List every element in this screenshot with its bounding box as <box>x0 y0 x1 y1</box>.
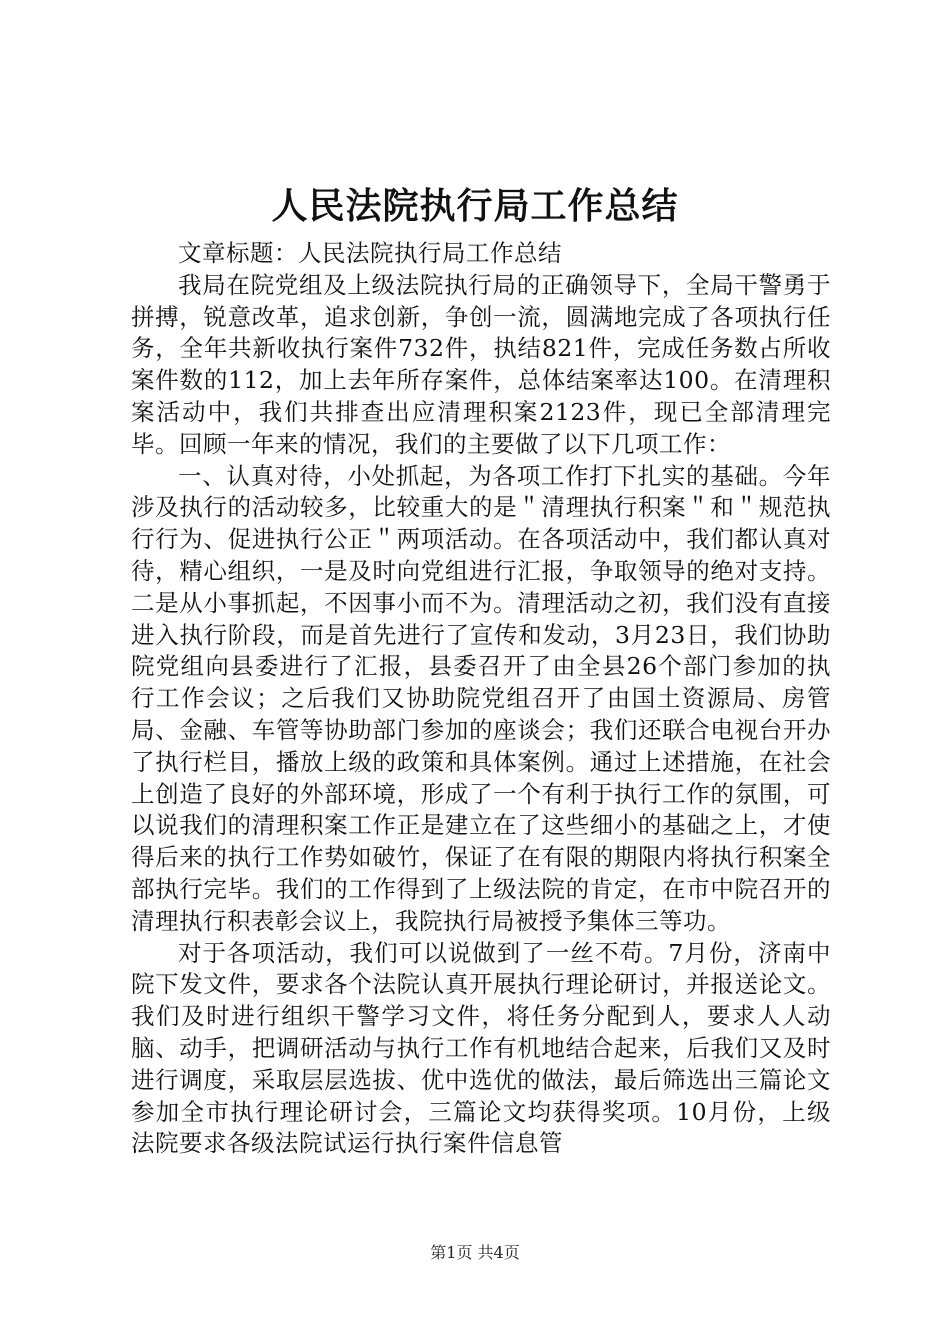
paragraph-intro: 我局在院党组及上级法院执行局的正确领导下，全局干警勇于拼搏，锐意改革，追求创新，争创一流，圆满地完成了各项执行任务，全年共新收执行案件732件，执结821件，完成任务数占所收案件数的112，加上去年所存案件，总体结案率达100。在清理积案活动中，我们共排查出应清理积案2123件，现已全部清理完毕。回顾一年来的情况，我们的主要做了以下几项工作： <box>131 270 831 458</box>
page-footer: 第1页 共4页 <box>430 1243 520 1262</box>
document-body <box>131 238 831 1160</box>
paragraph-section-one: 一、认真对待，小处抓起，为各项工作打下扎实的基础。今年涉及执行的活动较多，比较重大的是＂清理执行积案＂和＂规范执行行为、促进执行公正＂两项活动。在各项活动中，我们都认真对待，精心组织，一是及时向党组进行汇报，争取领导的绝对支持。二是从小事抓起，不因事小而不为。清理活动之初，我们没有直接进入执行阶段，而是首先进行了宣传和发动，3月23日，我们协助院党组向县委进行了汇报，县委召开了由全县26个部门参加的执行工作会议；之后我们又协助院党组召开了由国土资源局、房管局、金融、车管等协助部门参加的座谈会；我们还联合电视台开办了执行栏目，播放上级的政策和具体案例。通过上述措施，在社会上创造了良好的外部环境，形成了一个有利于执行工作的氛围，可以说我们的清理积案工作正是建立在了这些细小的基础之上，才使得后来的执行工作势如破竹，保证了在有限的期限内将执行积案全部执行完毕。我们的工作得到了上级法院的肯定，在市中院召开的清理执行积表彰会议上，我院执行局被授予集体三等功。 <box>131 461 831 935</box>
paragraph-activities: 对于各项活动，我们可以说做到了一丝不苟。7月份，济南中院下发文件，要求各个法院认真开展执行理论研讨，并报送论文。我们及时进行组织干警学习文件，将任务分配到人，要求人人动脑、动手，把调研活动与执行工作有机地结合起来，后我们又及时进行调度，采取层层选拔、优中选优的做法，最后筛选出三篇论文参加全市执行理论研讨会，三篇论文均获得奖项。10月份，上级法院要求各级法院试运行执行案件信息管 <box>131 938 831 1158</box>
document-title: 人民法院执行局工作总结 <box>271 185 679 227</box>
article-title-line: 文章标题：人民法院执行局工作总结 <box>178 239 562 267</box>
